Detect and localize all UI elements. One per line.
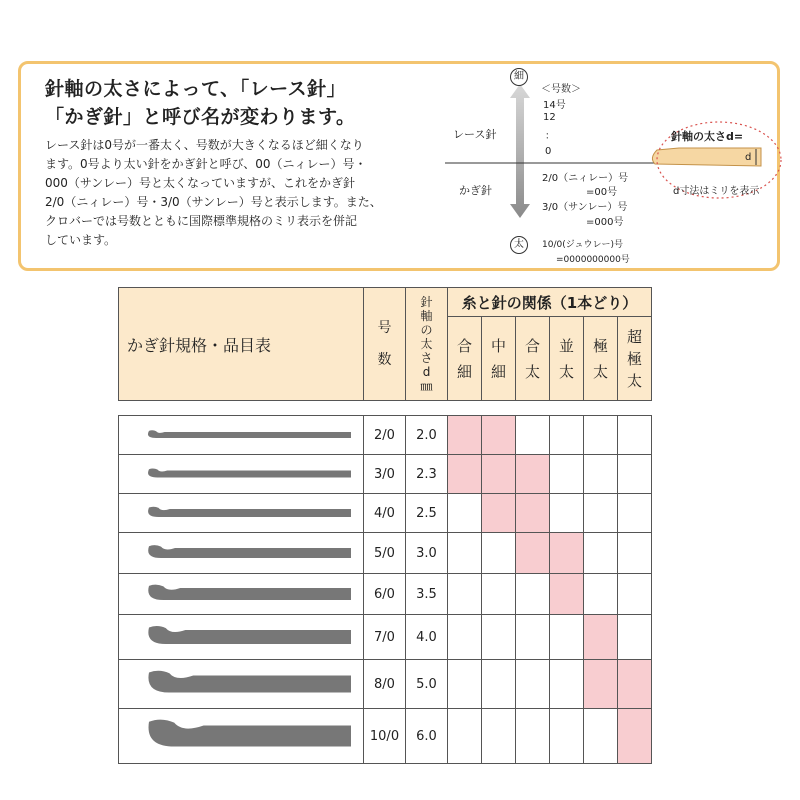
- size-diagram: [443, 64, 783, 274]
- hook-number-equiv: =0000000000号: [556, 255, 630, 265]
- hook-shape: [148, 469, 351, 478]
- table-body: [119, 416, 652, 764]
- mm-cell: 3.0: [406, 533, 448, 574]
- table-title: かぎ針規格・品目表: [119, 288, 364, 401]
- empty-cell: [618, 494, 652, 533]
- hook-cell: [119, 455, 364, 494]
- empty-cell: [618, 574, 652, 615]
- yarn-char: 細: [490, 362, 506, 381]
- yarn-char: 細: [456, 362, 472, 381]
- hook-number-equiv: =000号: [586, 217, 624, 228]
- col-number-char: 号: [377, 320, 392, 336]
- col-shaft-char: の: [420, 323, 433, 337]
- col-shaft-char: ㎜: [420, 379, 433, 393]
- size-cell: 4/0: [364, 494, 406, 533]
- hook-size-table: [118, 287, 652, 764]
- col-number-char: 数: [377, 352, 392, 368]
- d-label: d: [745, 152, 752, 163]
- hook-number: 2/0（ニィレー）号: [542, 173, 629, 184]
- header-row: [119, 288, 652, 317]
- empty-cell: [584, 455, 618, 494]
- yarn-char: 太: [626, 371, 642, 390]
- empty-cell: [584, 709, 618, 764]
- yarn-char: 合: [524, 336, 540, 355]
- mm-cell: 5.0: [406, 660, 448, 709]
- empty-cell: [516, 416, 550, 455]
- yarn-char: 極: [592, 336, 608, 355]
- hook-shape: [148, 507, 351, 517]
- yarn-type-header: [584, 317, 618, 401]
- size-cell: 10/0: [364, 709, 406, 764]
- mm-cell: 2.3: [406, 455, 448, 494]
- compatible-cell: [516, 494, 550, 533]
- info-title-line2: 「かぎ針」と呼び名が変わります。: [45, 106, 356, 128]
- hook-cell: [119, 615, 364, 660]
- hook-number-equiv: =00号: [586, 187, 618, 198]
- yarn-char: 並: [558, 336, 574, 355]
- empty-cell: [550, 709, 584, 764]
- hook-cell: [119, 416, 364, 455]
- empty-cell: [550, 416, 584, 455]
- empty-cell: [448, 615, 482, 660]
- empty-cell: [516, 615, 550, 660]
- yarn-type-header: [516, 317, 550, 401]
- size-cell: 2/0: [364, 416, 406, 455]
- hook-illustration: [119, 709, 363, 759]
- empty-cell: [550, 494, 584, 533]
- thick-circle: 太: [510, 236, 528, 254]
- hook-illustration: [119, 574, 363, 610]
- mm-note: d寸法はミリを表示: [673, 186, 760, 197]
- empty-cell: [516, 574, 550, 615]
- hook-needle-label: かぎ針: [459, 184, 492, 197]
- mm-cell: 2.0: [406, 416, 448, 455]
- info-body: [45, 136, 445, 250]
- empty-cell: [482, 660, 516, 709]
- yarn-char: 極: [626, 349, 642, 368]
- yarn-type-header: [550, 317, 584, 401]
- compatible-cell: [482, 416, 516, 455]
- empty-cell: [584, 533, 618, 574]
- hook-illustration: [119, 660, 363, 704]
- hook-illustration: [119, 455, 363, 489]
- hook-shape: [148, 585, 351, 600]
- compatible-cell: [584, 615, 618, 660]
- thin-circle: 細: [510, 68, 528, 86]
- empty-cell: [516, 709, 550, 764]
- yarn-type-header: [618, 317, 652, 401]
- empty-cell: [448, 494, 482, 533]
- empty-cell: [448, 709, 482, 764]
- empty-cell: [550, 660, 584, 709]
- empty-cell: [448, 533, 482, 574]
- mm-cell: 2.5: [406, 494, 448, 533]
- empty-cell: [448, 574, 482, 615]
- hook-cell: [119, 533, 364, 574]
- table-row: [119, 660, 652, 709]
- compatible-cell: [584, 660, 618, 709]
- hook-illustration: [119, 615, 363, 655]
- empty-cell: [584, 494, 618, 533]
- dots: ：: [545, 131, 555, 142]
- yarn-char: 合: [456, 336, 472, 355]
- hook-shape: [148, 545, 351, 558]
- table-row: [119, 533, 652, 574]
- size-cell: 5/0: [364, 533, 406, 574]
- size-cell: 3/0: [364, 455, 406, 494]
- yarn-char: 中: [490, 336, 506, 355]
- col-number-header: [364, 288, 406, 401]
- size-cell: 6/0: [364, 574, 406, 615]
- empty-cell: [448, 660, 482, 709]
- empty-cell: [618, 615, 652, 660]
- header-spacer: [119, 401, 652, 416]
- info-body-line: 000（サンレー）号と太くなっていますが、これをかぎ針: [45, 176, 356, 190]
- number-header: ＜号数＞: [541, 84, 581, 95]
- shaft-label: 針軸の太さd=: [671, 130, 744, 143]
- yarn-type-header: [448, 317, 482, 401]
- hook-cell: [119, 574, 364, 615]
- col-shaft-header: [406, 288, 448, 401]
- yarn-header: 糸と針の関係（1本どり）: [448, 288, 652, 317]
- hook-illustration: [119, 533, 363, 569]
- hook-number: 3/0（サンレー）号: [542, 202, 628, 213]
- col-shaft-char: 軸: [420, 309, 433, 323]
- empty-cell: [584, 574, 618, 615]
- size-cell: 7/0: [364, 615, 406, 660]
- col-shaft-char: 太: [420, 337, 433, 351]
- empty-cell: [550, 615, 584, 660]
- info-body-line: レース針は0号が一番太く、号数が大きくなるほど細くなり: [45, 138, 364, 152]
- empty-cell: [618, 416, 652, 455]
- empty-cell: [584, 416, 618, 455]
- yarn-char: 太: [592, 362, 608, 381]
- col-shaft-char: さ: [420, 351, 433, 365]
- hook-shape: [149, 720, 351, 747]
- table-row: [119, 574, 652, 615]
- lace-number: 0: [545, 146, 552, 157]
- table-row: [119, 709, 652, 764]
- compatible-cell: [516, 455, 550, 494]
- empty-cell: [482, 709, 516, 764]
- yarn-char: 太: [558, 362, 574, 381]
- compatible-cell: [482, 494, 516, 533]
- mm-cell: 3.5: [406, 574, 448, 615]
- hook-shape: [148, 671, 351, 693]
- lace-number: 14号: [543, 100, 566, 111]
- yarn-type-header: [482, 317, 516, 401]
- hook-number: 10/0(ジュウレー)号: [542, 240, 624, 250]
- info-body-line: 2/0（ニィレー）号・3/0（サンレー）号と表示します。また、: [45, 195, 382, 209]
- hook-illustration: [119, 494, 363, 528]
- hook-illustration: [119, 416, 363, 450]
- mm-cell: 4.0: [406, 615, 448, 660]
- col-shaft-char: d: [422, 365, 431, 379]
- info-body-line: クロバーでは号数とともに国際標準規格のミリ表示を併記: [45, 214, 358, 228]
- lace-needle-label: レース針: [453, 128, 497, 141]
- compatible-cell: [550, 574, 584, 615]
- hook-cell: [119, 709, 364, 764]
- table-row: [119, 455, 652, 494]
- compatible-cell: [516, 533, 550, 574]
- compatible-cell: [448, 416, 482, 455]
- compatible-cell: [618, 660, 652, 709]
- info-box: [18, 61, 780, 271]
- empty-cell: [550, 455, 584, 494]
- compatible-cell: [482, 455, 516, 494]
- compatible-cell: [448, 455, 482, 494]
- mm-cell: 6.0: [406, 709, 448, 764]
- hook-shape: [148, 626, 351, 644]
- lace-number: 12: [543, 112, 556, 123]
- table-row: [119, 494, 652, 533]
- empty-cell: [482, 615, 516, 660]
- empty-cell: [516, 660, 550, 709]
- empty-cell: [482, 533, 516, 574]
- hook-cell: [119, 660, 364, 709]
- size-cell: 8/0: [364, 660, 406, 709]
- thickness-arrow: [510, 84, 530, 218]
- empty-cell: [618, 533, 652, 574]
- compatible-cell: [618, 709, 652, 764]
- empty-cell: [482, 574, 516, 615]
- yarn-char: 超: [626, 327, 642, 346]
- info-title-line1: 針軸の太さによって、「レース針」: [45, 78, 347, 100]
- empty-cell: [618, 455, 652, 494]
- hook-shape: [148, 430, 351, 438]
- info-body-line: ます。0号より太い針をかぎ針と呼び、00（ニィレー）号・: [45, 157, 367, 171]
- table-row: [119, 416, 652, 455]
- info-body-line: しています。: [45, 233, 117, 247]
- hook-cell: [119, 494, 364, 533]
- table-row: [119, 615, 652, 660]
- col-shaft-char: 針: [420, 295, 433, 309]
- yarn-char: 太: [524, 362, 540, 381]
- compatible-cell: [550, 533, 584, 574]
